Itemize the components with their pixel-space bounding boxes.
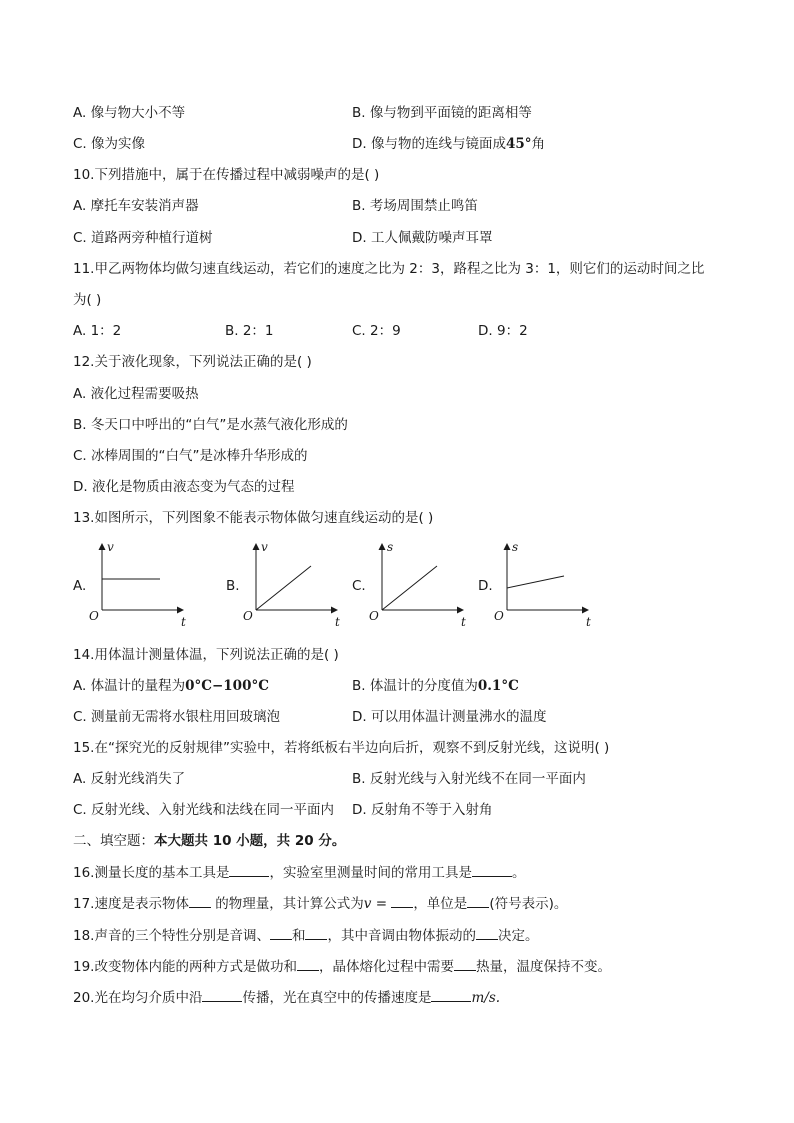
q18-blank-1	[270, 925, 292, 940]
q10-option-c: C. 道路两旁种植行道树	[73, 230, 213, 246]
q11-option-d: D. 9：2	[478, 323, 528, 339]
q14-option-a	[73, 676, 269, 696]
q10-stem: 10.下列措施中，属于在传播过程中减弱噪声的是( )	[73, 167, 380, 183]
q13-graph-d-label: D.	[478, 578, 493, 594]
q16-line	[73, 862, 525, 883]
q9-option-c: C. 像为实像	[73, 136, 146, 152]
q13-stem: 13.如图所示，下列图象不能表示物体做匀速直线运动的是( )	[73, 510, 434, 526]
q9-option-a: A. 像与物大小不等	[73, 105, 186, 121]
q13-graph-a-label: A.	[73, 578, 87, 594]
q10-option-d: D. 工人佩戴防噪声耳罩	[352, 230, 493, 246]
q12-option-d: D. 液化是物质由液态变为气态的过程	[73, 479, 295, 495]
q13-graph-a-x-label: t	[181, 615, 186, 629]
q17-formula-math: v =	[363, 896, 388, 912]
q13-graph-b-label: B.	[226, 578, 240, 594]
q11-option-a: A. 1：2	[73, 323, 122, 339]
q13-graph-a-y-label: v	[107, 540, 114, 554]
q18-part2: 和	[291, 928, 306, 944]
q19-line	[73, 956, 611, 977]
q15-option-d: D. 反射角不等于入射角	[352, 802, 493, 818]
q13-graph-b-x-label: t	[335, 615, 340, 629]
q9-option-b: B. 像与物到平面镜的距离相等	[352, 105, 532, 121]
q13-graph-c-label: C.	[352, 578, 366, 594]
q19-part3: 热量，温度保持不变。	[475, 959, 611, 975]
q11-stem-line2: 为( )	[73, 292, 102, 308]
q10-option-b: B. 考场周围禁止鸣笛	[352, 198, 478, 214]
q16-part1: 16.测量长度的基本工具是	[73, 865, 230, 881]
q14-range-math: 0°C−100°C	[185, 678, 269, 694]
q11-stem-line1: 11.甲乙两物体均做匀速直线运动，若它们的速度之比为 2：3，路程之比为 3：1，则它们的运动时间之比	[73, 261, 705, 277]
q16-part2: ，实验室里测量时间的常用工具是	[269, 865, 472, 881]
q17-part5: (符号表示)。	[489, 896, 568, 912]
q16-part3: 。	[511, 865, 526, 881]
q13-graph-b	[239, 540, 349, 630]
q13-graph-c-x-label: t	[461, 615, 466, 629]
q13-graph-b-line	[256, 566, 311, 610]
q18-part1: 18.声音的三个特性分别是音调、	[73, 928, 270, 944]
q13-graph-c-origin: O	[369, 609, 379, 623]
q20-part2: 传播，光在真空中的传播速度是	[242, 990, 432, 1006]
q17-blank-1	[189, 893, 211, 908]
q20-part1: 20.光在均匀介质中沿	[73, 990, 203, 1006]
q13-graph-a-origin: O	[89, 609, 99, 623]
q9-option-d-suffix: 角	[531, 136, 546, 152]
q17-blank-3	[467, 893, 489, 908]
q17-part4: ，单位是	[413, 896, 468, 912]
q14-option-b	[352, 676, 519, 696]
q17-part1: 17.速度是表示物体	[73, 896, 189, 912]
q20-line	[73, 987, 500, 1008]
q20-blank-2	[431, 987, 471, 1002]
q16-blank-2	[472, 862, 512, 877]
q13-graph-c-line	[382, 566, 437, 610]
q17-line	[73, 893, 567, 914]
q14-option-a-prefix: A. 体温计的量程为	[73, 678, 186, 694]
q14-option-c: C. 测量前无需将水银柱用回玻璃泡	[73, 709, 281, 725]
q13-graph-d-x-label: t	[586, 615, 591, 629]
q9-angle-math: 45°	[505, 136, 532, 152]
section-2-heading	[73, 831, 345, 851]
q14-option-b-prefix: B. 体温计的分度值为	[352, 678, 478, 694]
q18-line	[73, 925, 538, 946]
q13-graph-d-line	[507, 576, 564, 588]
q15-option-c: C. 反射光线、入射光线和法线在同一平面内	[73, 802, 335, 818]
q17-part2: 的物理量，其计算公式为	[210, 896, 364, 912]
q13-graph-d-y-label: s	[512, 540, 519, 554]
q19-part2: ，晶体熔化过程中需要	[318, 959, 454, 975]
q17-blank-2	[391, 893, 413, 908]
q14-division-math: 0.1°C	[477, 678, 519, 694]
q18-part3: ，其中音调由物体振动的	[327, 928, 476, 944]
q13-graph-b-y-label: v	[261, 540, 268, 554]
q12-stem: 12.关于液化现象，下列说法正确的是( )	[73, 354, 312, 370]
q13-graph-d	[490, 540, 600, 630]
q20-blank-1	[202, 987, 242, 1002]
q9-option-d	[352, 134, 545, 154]
q12-option-c: C. 冰棒周围的“白气”是冰棒升华形成的	[73, 448, 308, 464]
q19-blank-1	[297, 956, 319, 971]
q12-option-a: A. 液化过程需要吸热	[73, 386, 199, 402]
q13-graph-c	[365, 540, 475, 630]
q13-graph-c-y-label: s	[387, 540, 394, 554]
q9-option-d-prefix: D. 像与物的连线与镜面成	[352, 136, 506, 152]
q15-option-b: B. 反射光线与入射光线不在同一平面内	[352, 771, 586, 787]
q18-part4: 决定。	[497, 928, 539, 944]
q15-stem: 15.在“探究光的反射规律”实验中，若将纸板右半边向后折，观察不到反射光线，这说明( )	[73, 740, 610, 756]
q19-blank-2	[454, 956, 476, 971]
q18-blank-3	[476, 925, 498, 940]
q14-stem: 14.用体温计测量体温，下列说法正确的是( )	[73, 647, 339, 663]
q13-graph-b-origin: O	[243, 609, 253, 623]
q11-option-c: C. 2：9	[352, 323, 401, 339]
q18-blank-2	[305, 925, 327, 940]
q15-option-a: A. 反射光线消失了	[73, 771, 186, 787]
q11-option-b: B. 2：1	[225, 323, 274, 339]
q10-option-a: A. 摩托车安装消声器	[73, 198, 199, 214]
q12-option-b: B. 冬天口中呼出的“白气”是水蒸气液化形成的	[73, 417, 348, 433]
q13-graph-d-origin: O	[494, 609, 504, 623]
q20-unit: m/s.	[471, 990, 501, 1006]
q14-option-d: D. 可以用体温计测量沸水的温度	[352, 709, 547, 725]
section-2-prefix: 二、填空题：	[73, 833, 154, 849]
section-2-detail: 本大题共 10 小题，共 20 分。	[154, 833, 346, 849]
q16-blank-1	[229, 862, 269, 877]
q13-graph-a	[85, 540, 195, 630]
q19-part1: 19.改变物体内能的两种方式是做功和	[73, 959, 297, 975]
